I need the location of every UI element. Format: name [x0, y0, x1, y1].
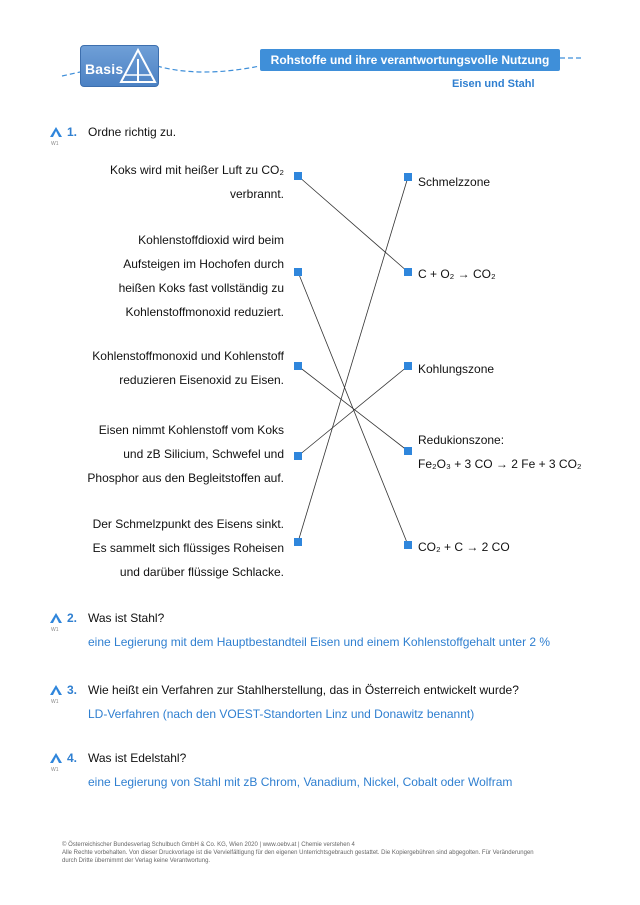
match-left-item — [119, 228, 284, 324]
match-left-text: Kohlenstoffdioxid wird beim — [138, 233, 284, 247]
match-left-text: Aufsteigen im Hochofen durch — [123, 257, 284, 271]
match-left-text: Der Schmelzpunkt des Eisens sinkt. — [92, 517, 284, 531]
match-connection-line — [298, 176, 408, 272]
match-left-dot[interactable] — [294, 268, 302, 276]
match-right-text: Schmelzzone — [418, 175, 491, 189]
match-right-item — [418, 170, 490, 194]
task-answer: LD-Verfahren (nach den VOEST-Standorten Linz und Donawitz benannt) — [88, 707, 475, 721]
match-left-text: Eisen nimmt Kohlenstoff vom Koks — [98, 423, 284, 437]
footer — [62, 841, 582, 865]
worksheet-title: Rohstoffe und ihre verantwortungsvolle Nutzung — [260, 49, 560, 71]
footer-responsibility: durch Dritte übernimmt der Verlag keine Verantwortung. — [62, 858, 211, 864]
match-left-text: Kohlenstoffmonoxid und Kohlenstoff — [92, 349, 284, 363]
match-right-dot[interactable] — [404, 173, 412, 181]
match-right-dot[interactable] — [404, 447, 412, 455]
match-left-text: Phosphor aus den Begleitstoffen auf. — [87, 471, 284, 485]
match-left-item — [110, 158, 284, 206]
match-left-dot[interactable] — [294, 538, 302, 546]
match-right-text: C + O₂ → CO₂ — [418, 267, 496, 281]
match-right-item — [418, 428, 582, 476]
match-left-text: und darüber flüssige Schlacke. — [119, 565, 284, 579]
match-right-text: Kohlungszone — [418, 362, 495, 376]
match-right-dot[interactable] — [404, 362, 412, 370]
task-question: Wie heißt ein Verfahren zur Stahlherstellung, das in Österreich entwickelt wurde? — [88, 683, 519, 697]
match-right-item — [418, 535, 510, 559]
task-answer: eine Legierung von Stahl mit zB Chrom, Vanadium, Nickel, Cobalt oder Wolfram — [88, 775, 513, 789]
basis-label: Basis — [85, 61, 124, 77]
match-left-text: heißen Koks fast vollständig zu — [118, 281, 284, 295]
match-left-item — [92, 344, 284, 392]
match-connection-line — [298, 366, 408, 451]
match-left-item — [93, 512, 284, 584]
match-left-dot[interactable] — [294, 362, 302, 370]
match-right-text: Fe₂O₃ + 3 CO → 2 Fe + 3 CO₂ — [418, 457, 582, 471]
match-right-item — [418, 357, 494, 381]
match-right-text: CO₂ + C → 2 CO — [418, 540, 510, 554]
match-connection-line — [298, 366, 408, 456]
match-right-text: Redukionszone: — [418, 433, 505, 447]
match-right-dot[interactable] — [404, 541, 412, 549]
match-left-text: und zB Silicium, Schwefel und — [123, 447, 284, 461]
task-question: Ordne richtig zu. — [88, 125, 177, 139]
match-left-text: reduzieren Eisenoxid zu Eisen. — [119, 373, 284, 387]
match-right-dot[interactable] — [404, 268, 412, 276]
task-number: 2. — [67, 611, 78, 625]
match-left-text: verbrannt. — [229, 187, 284, 201]
task-question: Was ist Stahl? — [88, 611, 165, 625]
task-number: 3. — [67, 683, 78, 697]
task-level-label: W1 — [51, 141, 59, 147]
match-connection-line — [298, 177, 408, 542]
task-number: 1. — [67, 125, 78, 139]
footer-copyright: © Österreichischer Bundesverlag Schulbuch GmbH & Co. KG, Wien 2020 | www.oebv.at | Chemie verstehen 4 — [62, 842, 355, 848]
worksheet-subtitle: Eisen und Stahl — [452, 78, 535, 90]
task-question: Was ist Edelstahl? — [88, 751, 187, 765]
footer-rights: Alle Rechte vorbehalten. Von dieser Druckvorlage ist die Vervielfältigung für den eigenen Unterrichtsgebrauch gestattet. Die Kopiergebühren sind abgegolten. Für Veränderungen — [62, 850, 534, 856]
match-left-text: Es sammelt sich flüssiges Roheisen — [92, 541, 284, 555]
match-left-dot[interactable] — [294, 452, 302, 460]
task-level-label: W1 — [51, 767, 59, 773]
match-right-item — [418, 262, 496, 286]
task-level-label: W1 — [51, 699, 59, 705]
task-answer: eine Legierung mit dem Hauptbestandteil Eisen und einem Kohlenstoffgehalt unter 2 % — [88, 635, 551, 649]
match-left-text: Koks wird mit heißer Luft zu CO₂ — [109, 163, 284, 177]
task-level-label: W1 — [51, 627, 59, 633]
match-left-dot[interactable] — [294, 172, 302, 180]
task-number: 4. — [67, 751, 78, 765]
match-left-text: Kohlenstoffmonoxid reduziert. — [125, 305, 284, 319]
match-left-item — [87, 418, 284, 490]
